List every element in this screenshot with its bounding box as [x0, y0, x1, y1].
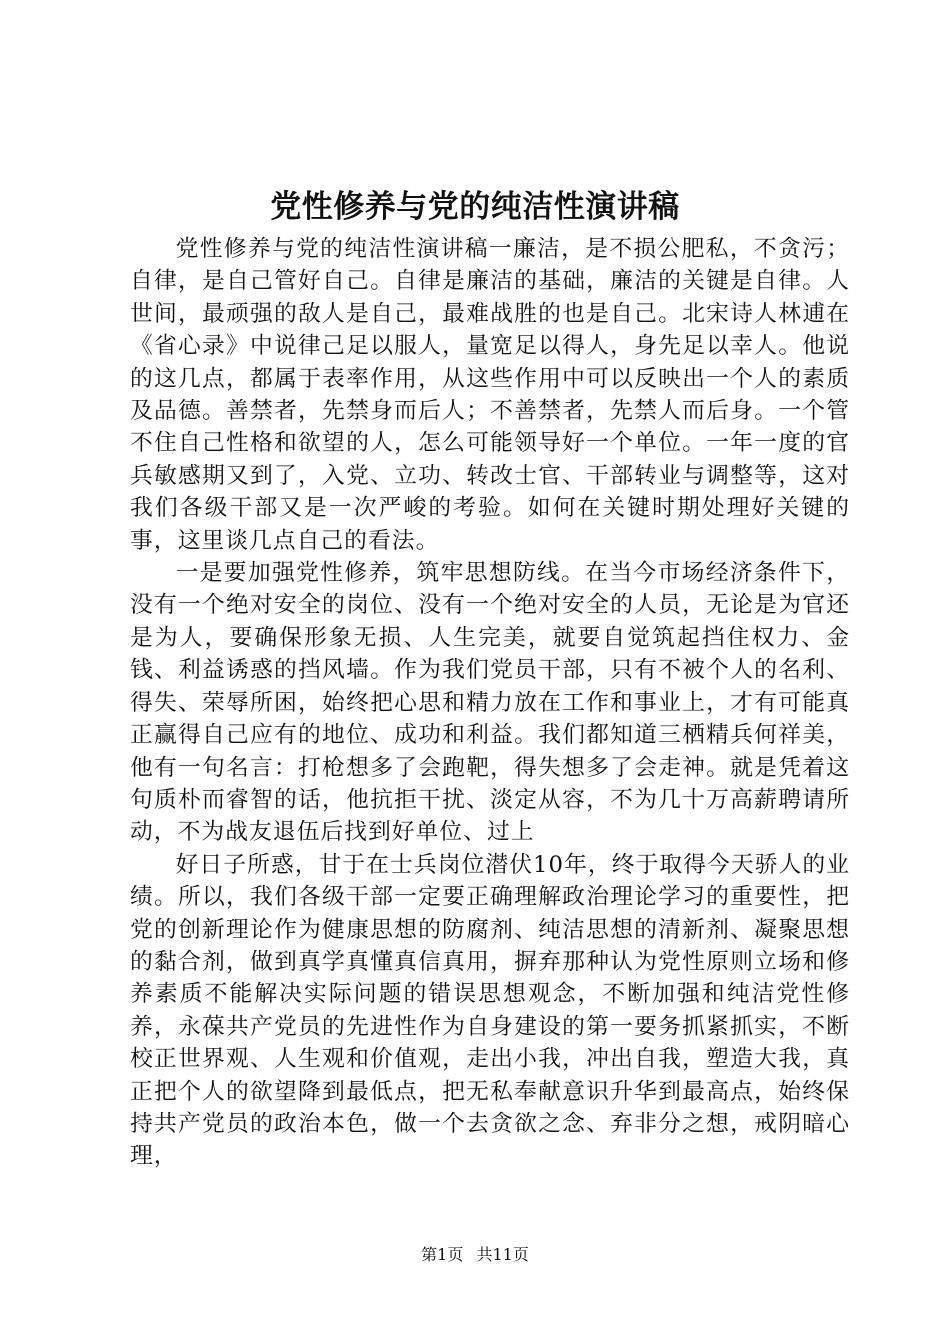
- document-title: 党性修养与党的纯洁性演讲稿: [270, 189, 680, 225]
- page-footer: [0, 1243, 950, 1267]
- page-number: 第1页: [421, 1245, 464, 1264]
- paragraph-point-one: 一是要加强党性修养，筑牢思想防线。在当今市场经济条件下，没有一个绝对安全的岗位、没有一个绝对安全的人员，无论是为官还是为人，要确保形象无损、人生完美，就要自觉筑起挡住权力、金钱、利益诱惑的挡风墙。作为我们党员干部，只有不被个人的名利、得失、荣辱所困，始终把心思和精力放在工作和事业上，才有可能真正赢得自己应有的地位、成功和利益。我们都知道三栖精兵何祥美，他有一句名言：打枪想多了会跑靶，得失想多了会走神。就是凭着这句质朴而睿智的话，他抗拒干扰、淡定从容，不为几十万高薪聘请所动，不为战友退伍后找到好单位、过上: [130, 560, 850, 846]
- paragraph-continuation: 好日子所惑，甘于在士兵岗位潜伏10年，终于取得今天骄人的业绩。所以，我们各级干部一定要正确理解政治理论学习的重要性，把党的创新理论作为健康思想的防腐剂、纯洁思想的清新剂、凝聚思想的黏合剂，做到真学真懂真信真用，摒弃那种认为党性原则立场和修养素质不能解决实际问题的错误思想观念，不断加强和纯洁党性修养，永葆共产党员的先进性作为自身建设的第一要务抓紧抓实，不断校正世界观、人生观和价值观，走出小我，冲出自我，塑造大我，真正把个人的欲望降到最低点，把无私奉献意识升华到最高点，始终保持共产党员的政治本色，做一个去贪欲之念、弃非分之想，戒阴暗心理，: [130, 851, 850, 1170]
- document-body: [130, 233, 850, 1173]
- paragraph-intro: 党性修养与党的纯洁性演讲稿一廉洁，是不损公肥私，不贪污；自律，是自己管好自己。自律是廉洁的基础，廉洁的关键是自律。人世间，最顽强的敌人是自己，最难战胜的也是自己。北宋诗人林逋在《省心录》中说律己足以服人，量宽足以得人，身先足以幸人。他说的这几点，都属于表率作用，从这些作用中可以反映出一个人的素质及品德。善禁者，先禁身而后人；不善禁者，先禁人而后身。一个管不住自己性格和欲望的人，怎么可能领导好一个单位。一年一度的官兵敏感期又到了，入党、立功、转改士官、干部转业与调整等，这对我们各级干部又是一次严峻的考验。如何在关键时期处理好关键的事，这里谈几点自己的看法。: [130, 236, 850, 554]
- page-total: 共11页: [476, 1245, 529, 1264]
